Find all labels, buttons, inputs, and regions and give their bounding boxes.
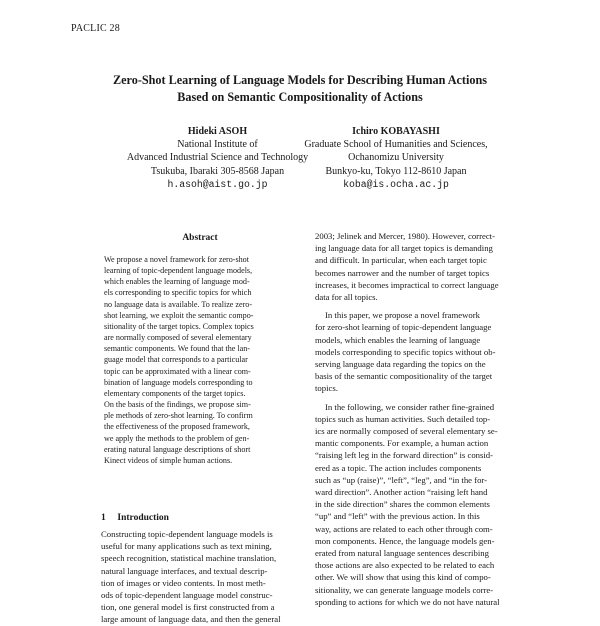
body-line: sponding to actions for which we do not have natural [315,596,500,607]
abstract-line: the effectiveness of the proposed framework, [104,422,250,432]
body-line: in the side direction” shares the common elements [315,499,490,510]
abstract-line: guage model that corresponds to a particular [104,355,248,365]
paper-title [60,72,540,106]
abstract-line: are normally composed of several elementary [104,333,252,343]
body-line: mantic components. For example, a human action [315,438,489,449]
author-address: Tsukuba, Ibaraki 305-8568 Japan [150,165,285,177]
body-line: Constructing topic-dependent language models is [101,529,273,539]
abstract-line: topic can be approximated with a linear com- [104,366,251,376]
author-affiliation: Graduate School of Humanities and Sciences, [304,139,488,151]
abstract-line: We propose a novel framework for zero-shot [104,255,249,264]
body-line: way, actions are related to each other through com- [315,523,493,534]
author-address: Bunkyo-ku, Tokyo 112-8610 Japan [325,165,467,177]
author-affiliation: Ochanomizu University [348,152,444,164]
body-line: basis of the semantic compositionality of the target [315,371,493,382]
body-line: models, which enables the learning of language [315,334,481,345]
abstract-line: ple methods of zero-shot learning. To confirm [104,411,253,421]
abstract-line: no language data is available. To realize zero- [104,299,253,309]
body-line: speech recognition, statistical machine translation, [101,553,277,564]
abstract-line: On the basis of the findings, we propose sim- [104,400,251,410]
author-email: h.asoh@aist.go.jp [167,178,268,190]
body-line: In this paper, we propose a novel framework [325,310,481,321]
body-line: useful for many applications such as text mining, [101,541,272,552]
body-line: natural language interfaces, and textual descrip- [101,565,268,576]
body-line: ing language data for all target topics is demanding [315,243,493,254]
abstract-line: Kinect videos of simple human actions. [104,455,233,465]
body-line: such as “up (raise)”, “left”, “leg”, and “in the for- [315,474,488,485]
body-line: models corresponding to specific topics without ob- [315,346,496,357]
paragraph [315,309,520,394]
body-line: sitionality, we can generate language models corre- [315,584,494,595]
author-affiliation: Advanced Industrial Science and Technology [126,152,309,164]
author-block-kobayashi [296,125,496,191]
abstract-line: we apply the methods to the problem of gen- [104,433,250,443]
body-line: serving language data regarding the topics on the [315,359,486,370]
body-line: erated from natural language sentences describing [315,548,489,559]
body-line: topics such as human activities. Such detailed top- [315,413,491,424]
author-name: Ichiro KOBAYASHI [352,126,440,137]
body-line: tion of images or video contents. In most meth- [101,577,266,588]
body-line: mon components. Hence, the language models gen- [315,535,495,546]
body-line: ward direction”. Another action “raising left hand [315,487,488,498]
abstract-line: bination of language models corresponding to [104,377,253,387]
paragraph [315,401,520,608]
body-line: other. We will show that using this kind of compo- [315,572,491,583]
introduction-left-column [101,528,306,626]
body-line: “raising left leg in the forward direction” is consid- [315,450,494,461]
body-line: “up” and “left” with the previous action. In this [315,511,480,522]
body-line: In the following, we consider rather fine-grained [325,401,495,412]
body-line: 2003; Jelinek and Mercer, 1980). However, correct- [315,231,495,241]
section-heading-introduction [101,513,169,523]
author-name: Hideki ASOH [187,126,248,137]
abstract-line: erating natural language descriptions of short [104,444,251,454]
abstract-line: shot learning, we exploit the semantic compo- [104,310,254,320]
body-line: data for all topics. [315,292,378,303]
title-line: Zero-Shot Learning of Language Models for Describing Human Actions [113,73,487,87]
section-title: Introduction [117,513,169,523]
body-line: increases, it becomes impractical to correct language [315,279,499,290]
abstract-heading: Abstract [182,233,218,243]
abstract-line: els corresponding to specific topics for which [104,288,252,298]
abstract-body [104,254,298,466]
body-line: ods of topic-dependent language model construc- [101,590,273,601]
abstract-line: semantic components. We found that the lan- [104,344,250,354]
paragraph [315,230,520,303]
body-line: and difficult. In particular, when each target topic [315,255,487,266]
abstract-line: sitionality of the target topics. Complex topics [104,321,254,331]
title-line: Based on Semantic Compositionality of Actions [177,90,423,104]
body-line: becomes narrower and the number of target topics [315,267,490,278]
section-number: 1 [101,513,106,523]
body-line: ics are normally composed of several elementary se- [315,426,498,437]
conference-header: PACLIC 28 [71,23,120,34]
body-line: tion, one general model is first constructed from a [101,602,275,613]
author-email: koba@is.ocha.ac.jp [343,178,449,190]
body-line: ered as a topic. The action includes components [315,462,482,473]
abstract-line: learning of topic-dependent language models, [104,266,253,276]
author-affiliation: National Institute of [177,139,258,151]
body-line: topics. [315,383,338,394]
body-line: for zero-shot learning of topic-dependent language [315,322,492,333]
abstract-line: which enables the learning of language mod- [104,277,250,287]
author-block-asoh [110,125,325,191]
body-line: large amount of language data, and then the general [101,614,281,625]
right-column [315,230,520,608]
body-line: those actions are also expected to be related to each [315,560,495,571]
abstract-line: elementary components of the target topics. [104,388,246,398]
